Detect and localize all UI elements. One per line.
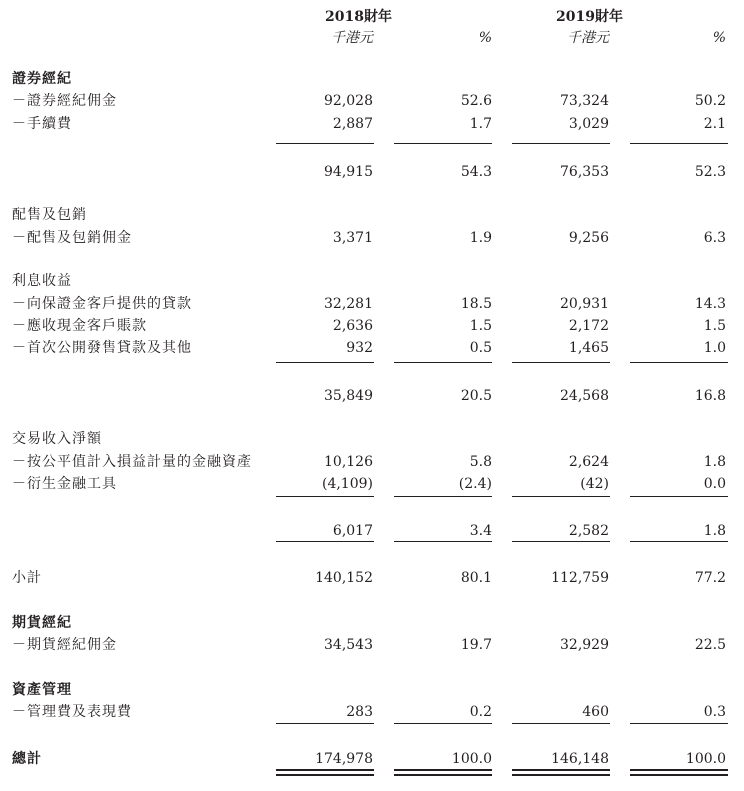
header-unit-pct-2019: % [712,30,726,46]
table-cell: 932 [346,340,373,356]
table-cell: 77.2 [694,570,726,586]
row-label: －衍生金融工具 [12,476,117,492]
table-cell: 2,582 [568,523,609,539]
total-double-rule [276,769,374,776]
table-cell: 6,017 [332,523,373,539]
table-cell: 18.5 [460,296,492,312]
table-cell: 20,931 [560,296,609,312]
table-cell: 460 [582,704,609,720]
table-cell: 2.1 [703,116,726,132]
row-label: －應收現金客戶賬款 [12,318,147,334]
table-cell: 1.8 [703,523,726,539]
table-cell: 146,148 [551,751,609,767]
sum-rule [630,362,728,363]
sum-rule [276,143,374,144]
table-cell: 3.4 [469,523,492,539]
table-cell: 22.5 [694,637,726,653]
table-cell: 2,624 [568,454,609,470]
table-cell: 14.3 [694,296,726,312]
table-cell: 3,029 [568,116,609,132]
table-cell: 1.5 [703,318,726,334]
table-cell: 283 [346,704,373,720]
table-cell: 34,543 [324,637,373,653]
row-label: 利息收益 [12,273,72,289]
table-cell: 100.0 [685,751,726,767]
table-cell: 10,126 [324,454,373,470]
header-unit-pct-2018: % [478,30,492,46]
table-cell: 112,759 [551,570,609,586]
table-cell: 2,887 [332,116,373,132]
table-cell: 32,929 [560,637,609,653]
subtotal-rule [630,541,728,542]
table-cell: 174,978 [315,751,373,767]
table-cell: 0.3 [703,704,726,720]
table-cell: 52.3 [694,164,726,180]
total-double-rule [630,769,728,776]
sum-rule [394,143,492,144]
table-cell: (2.4) [458,476,492,492]
table-cell: 1.8 [703,454,726,470]
table-cell: 24,568 [560,388,609,404]
total-double-rule [394,769,492,776]
table-cell: 54.3 [460,164,492,180]
row-label: －配售及包銷佣金 [12,230,132,246]
sum-rule [630,723,728,724]
table-cell: 80.1 [460,570,492,586]
row-label: 配售及包銷 [12,207,87,223]
subtotal-rule [276,541,374,542]
table-cell: 2,636 [332,318,373,334]
sum-rule [394,496,492,497]
row-label: －向保證金客戶提供的貸款 [12,296,192,312]
row-label: 期貨經紀 [12,615,72,631]
row-label: 資產管理 [12,682,72,698]
row-label: 交易收入淨額 [12,431,102,447]
table-cell: 19.7 [460,637,492,653]
sum-rule [512,143,610,144]
row-label: 證券經紀 [12,71,72,87]
table-cell: 1,465 [568,340,609,356]
table-cell: 50.2 [694,93,726,109]
sum-rule [630,143,728,144]
table-cell: 6.3 [703,230,726,246]
header-year-2018: 2018財年 [325,9,392,25]
table-cell: 3,371 [332,230,373,246]
sum-rule [276,496,374,497]
header-unit-hkd-2018: 千港元 [331,30,373,46]
row-label: －管理費及表現費 [12,704,132,720]
row-label: 總計 [12,751,42,767]
table-cell: 1.0 [703,340,726,356]
sum-rule [512,362,610,363]
sum-rule [276,723,374,724]
table-cell: 140,152 [315,570,373,586]
table-cell: 0.2 [469,704,492,720]
header-unit-hkd-2019: 千港元 [567,30,609,46]
table-cell: 1.7 [469,116,492,132]
table-cell: 0.0 [703,476,726,492]
total-double-rule [512,769,610,776]
sum-rule [394,362,492,363]
table-cell: 1.5 [469,318,492,334]
header-year-2019: 2019財年 [556,9,623,25]
subtotal-rule [512,541,610,542]
row-label: －手續費 [12,116,72,132]
subtotal-rule [394,541,492,542]
table-cell: 35,849 [324,388,373,404]
row-label: －證券經紀佣金 [12,93,117,109]
table-cell: 92,028 [324,93,373,109]
table-cell: 76,353 [560,164,609,180]
table-cell: 9,256 [568,230,609,246]
table-cell: 73,324 [560,93,609,109]
table-cell: 16.8 [694,388,726,404]
table-cell: 1.9 [469,230,492,246]
sum-rule [394,723,492,724]
table-cell: 5.8 [469,454,492,470]
sum-rule [276,362,374,363]
row-label: 小計 [12,570,42,586]
sum-rule [512,723,610,724]
table-cell: 0.5 [469,340,492,356]
table-cell: 94,915 [324,164,373,180]
table-cell: (42) [580,476,609,492]
table-cell: 32,281 [324,296,373,312]
sum-rule [512,496,610,497]
table-cell: 2,172 [568,318,609,334]
sum-rule [630,496,728,497]
row-label: －期貨經紀佣金 [12,637,117,653]
table-cell: 20.5 [460,388,492,404]
row-label: －按公平值計入損益計量的金融資產 [12,454,252,470]
row-label: －首次公開發售貸款及其他 [12,340,192,356]
table-cell: (4,109) [321,476,373,492]
table-cell: 100.0 [451,751,492,767]
table-cell: 52.6 [460,93,492,109]
